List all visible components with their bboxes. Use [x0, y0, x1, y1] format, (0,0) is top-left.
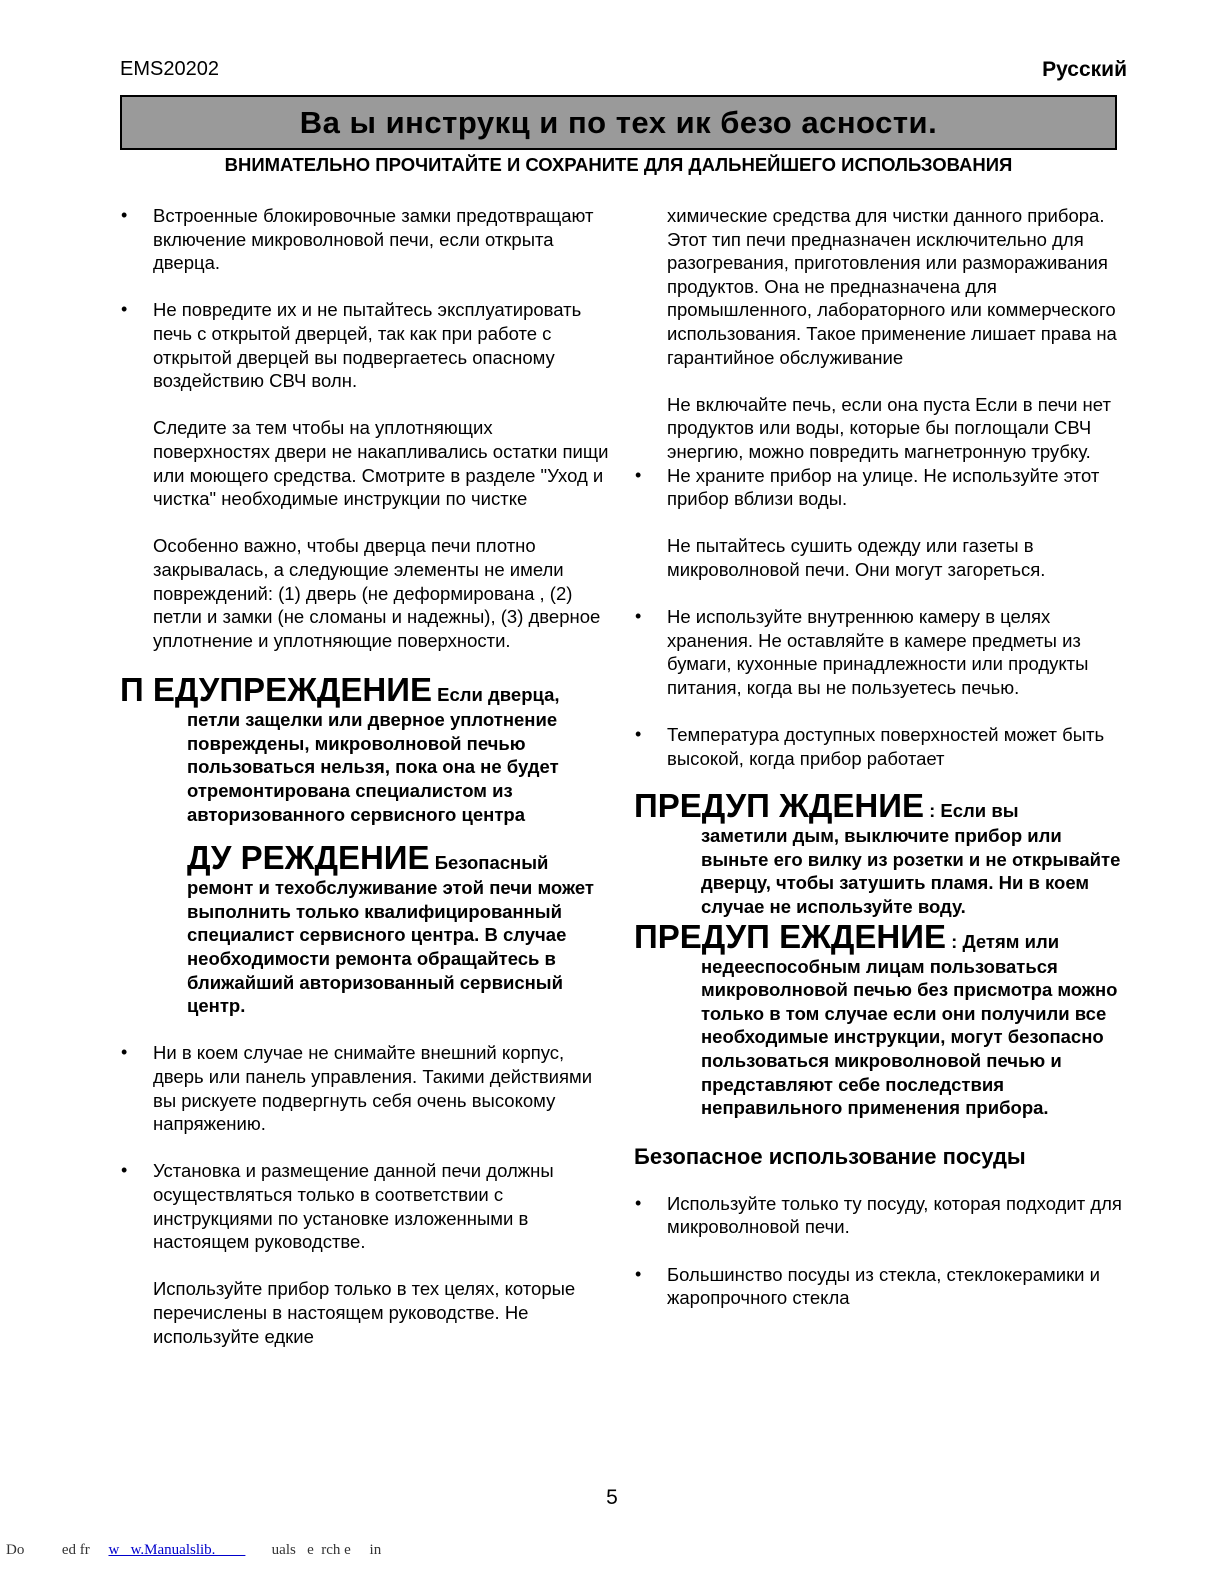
model-number: EMS20202 — [120, 58, 219, 80]
footer-prefix: Do ed fr — [6, 1542, 109, 1558]
warning-heading — [120, 840, 610, 876]
page-header — [120, 58, 1127, 86]
page-number: 5 — [606, 1486, 618, 1509]
list-item: • Установка и размещение данной печи должны осуществляться только в соответствии с инструкциями по установке изложенными в настоящем руководстве. — [120, 1159, 610, 1253]
page-subtitle: ВНИМАТЕЛЬНО ПРОЧИТАЙТЕ И СОХРАНИТЕ ДЛЯ ДАЛЬНЕЙШЕГО ИСПОЛЬЗОВАНИЯ — [224, 154, 1013, 175]
page-title: Ва ы инструкц и по тех ик безо асности. — [120, 95, 1117, 150]
list-item: • Не повредите их и не пытайтесь эксплуатировать печь с открытой дверцей, так как при работе с открытой дверцей вы подвергаетесь опасному воздействию СВЧ волн. — [120, 298, 610, 392]
paragraph: Особенно важно, чтобы дверца печи плотно закрывалась, а следующие элементы не имели повреждений: (1) дверь (не деформирована , (2) петли и замки (не сломаны и надежны), (3) дверное уплотнение и уплотняющие поверхности. — [153, 535, 601, 651]
list-item: • Не храните прибор на улице. Не используйте этот прибор вблизи воды. — [634, 464, 1124, 511]
warning-lead: : Детям или — [951, 930, 1060, 952]
paragraph: Не включайте печь, если она пуста Если в печи нет продуктов или воды, которые бы поглощали СВЧ энергию, можно повредить магнетронную трубку. — [667, 393, 1111, 462]
manualslib-link[interactable]: w w.Manualslib. — [108, 1542, 246, 1558]
list-item: • Большинство посуды из стекла, стеклокерамики и жаропрочного стекла — [634, 1263, 1124, 1310]
warning-lead: Если дверца, — [437, 684, 560, 706]
warning-title: П ЕДУПРЕЖДЕНИЕ — [120, 671, 432, 709]
warning-text: петли защелки или дверное уплотнение повреждены, микроволновой печью пользоваться нельзя, пока она не будет отремонтирована специалистом из авторизованного сервисного центра — [187, 709, 559, 825]
paragraph: Следите за тем чтобы на уплотняющих поверхностях двери не накапливались остатки пищи или моющего средства. Смотрите в разделе "Уход и чистка" необходимые инструкции по чистке — [153, 417, 609, 510]
left-column — [120, 204, 610, 1348]
footer-suffix: uals e rch e in — [245, 1542, 382, 1558]
list-item: • Ни в коем случае не снимайте внешний корпус, дверь или панель управления. Такими действиями вы рискуете подвергнуть себя очень высокому напряжению. — [120, 1041, 610, 1135]
warning-heading — [120, 672, 610, 708]
paragraph: Не пытайтесь сушить одежду или газеты в микроволновой печи. Они могут загореться. — [667, 535, 1046, 580]
list-item: • Встроенные блокировочные замки предотвращают включение микроволновой печи, если открыта дверца. — [120, 204, 610, 275]
warning-text: ремонт и техобслуживание этой печи может выполнить только квалифицированный специалист сервисного центра. В случае необходимости ремонта обращайтесь в ближайший авторизованный сервисный центр. — [187, 877, 594, 1017]
list-item: • Не используйте внутреннюю камеру в целях хранения. Не оставляйте в камере предметы из бумаги, кухонные принадлежности или продукты питания, когда вы не пользуетесь печью. — [634, 605, 1124, 699]
warning-title: ДУ РЕЖДЕНИЕ — [187, 839, 430, 877]
download-footer — [6, 1542, 381, 1559]
section-title: Безопасное использование посуды — [634, 1143, 1026, 1169]
list-item: • Температура доступных поверхностей может быть высокой, когда прибор работает — [634, 723, 1124, 770]
list-item: • Используйте только ту посуду, которая подходит для микроволновой печи. — [634, 1192, 1124, 1239]
warning-heading — [634, 919, 1124, 955]
warning-text: недееспособным лицам пользоваться микроволновой печью без присмотра можно только в том случае если они получили все необходимые инструкции, могут безопасно пользоваться микроволновой печью и представляют себе последствия неправильного применения прибора. — [701, 955, 1118, 1119]
warning-text: заметили дым, выключите прибор или выньте его вилку из розетки и не открывайте дверцу, чтобы затушить пламя. Ни в коем случае не используйте воду. — [701, 825, 1121, 918]
warning-lead: : Если вы — [929, 800, 1019, 822]
language-label: Русский — [1042, 58, 1127, 81]
warning-lead: Безопасный — [434, 852, 549, 874]
right-column — [634, 204, 1124, 1310]
warning-title: ПРЕДУП ЕЖДЕНИЕ — [634, 917, 946, 955]
warning-title: ПРЕДУП ЖДЕНИЕ — [634, 787, 924, 825]
paragraph: химические средства для чистки данного прибора. Этот тип печи предназначен исключительно для разогревания, приготовления или размораживания продуктов. Она не предназначена для промышленного, лабораторного или коммерческого использования. Такое применение лишает права на гарантийное обслуживание — [667, 205, 1117, 368]
paragraph: Используйте прибор только в тех целях, которые перечислены в настоящем руководстве. Не используйте едкие — [153, 1278, 576, 1347]
warning-heading — [634, 788, 1124, 824]
